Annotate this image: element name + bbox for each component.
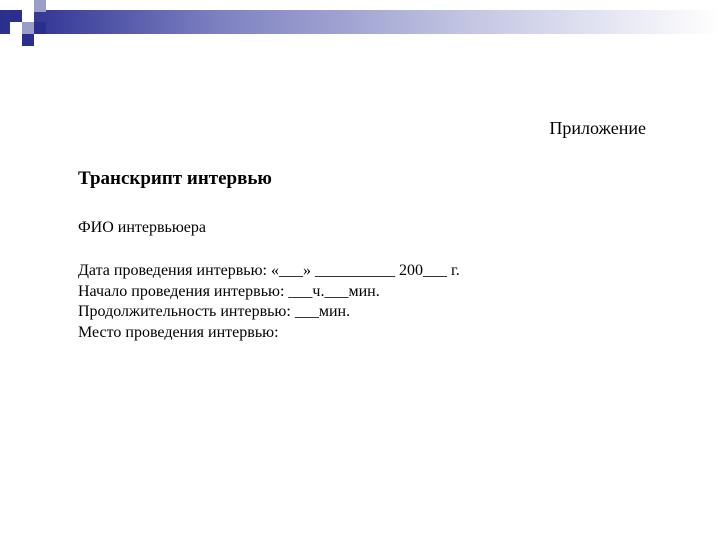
header-decoration-band [0, 10, 720, 34]
interviewer-name-label: ФИО интервьюера [78, 219, 206, 236]
interview-duration-field: Продолжительность интервью: ___мин. [78, 303, 351, 320]
decorative-square [22, 22, 34, 34]
page-title: Транскрипт интервью [78, 168, 272, 189]
interview-start-field: Начало проведения интервью: ___ч.___мин. [78, 282, 380, 300]
interview-date-field: Дата проведения интервью: «___» __________ 200___ г. [78, 262, 460, 279]
appendix-label: Приложение [549, 118, 646, 138]
decorative-square [34, 0, 46, 12]
decorative-square [10, 22, 22, 34]
interview-details [78, 261, 460, 343]
decorative-square [22, 10, 34, 22]
decorative-square [10, 10, 22, 22]
decorative-square [22, 34, 34, 46]
decorative-square [34, 22, 46, 34]
interview-location-field: Место проведения интервью: [78, 323, 279, 341]
